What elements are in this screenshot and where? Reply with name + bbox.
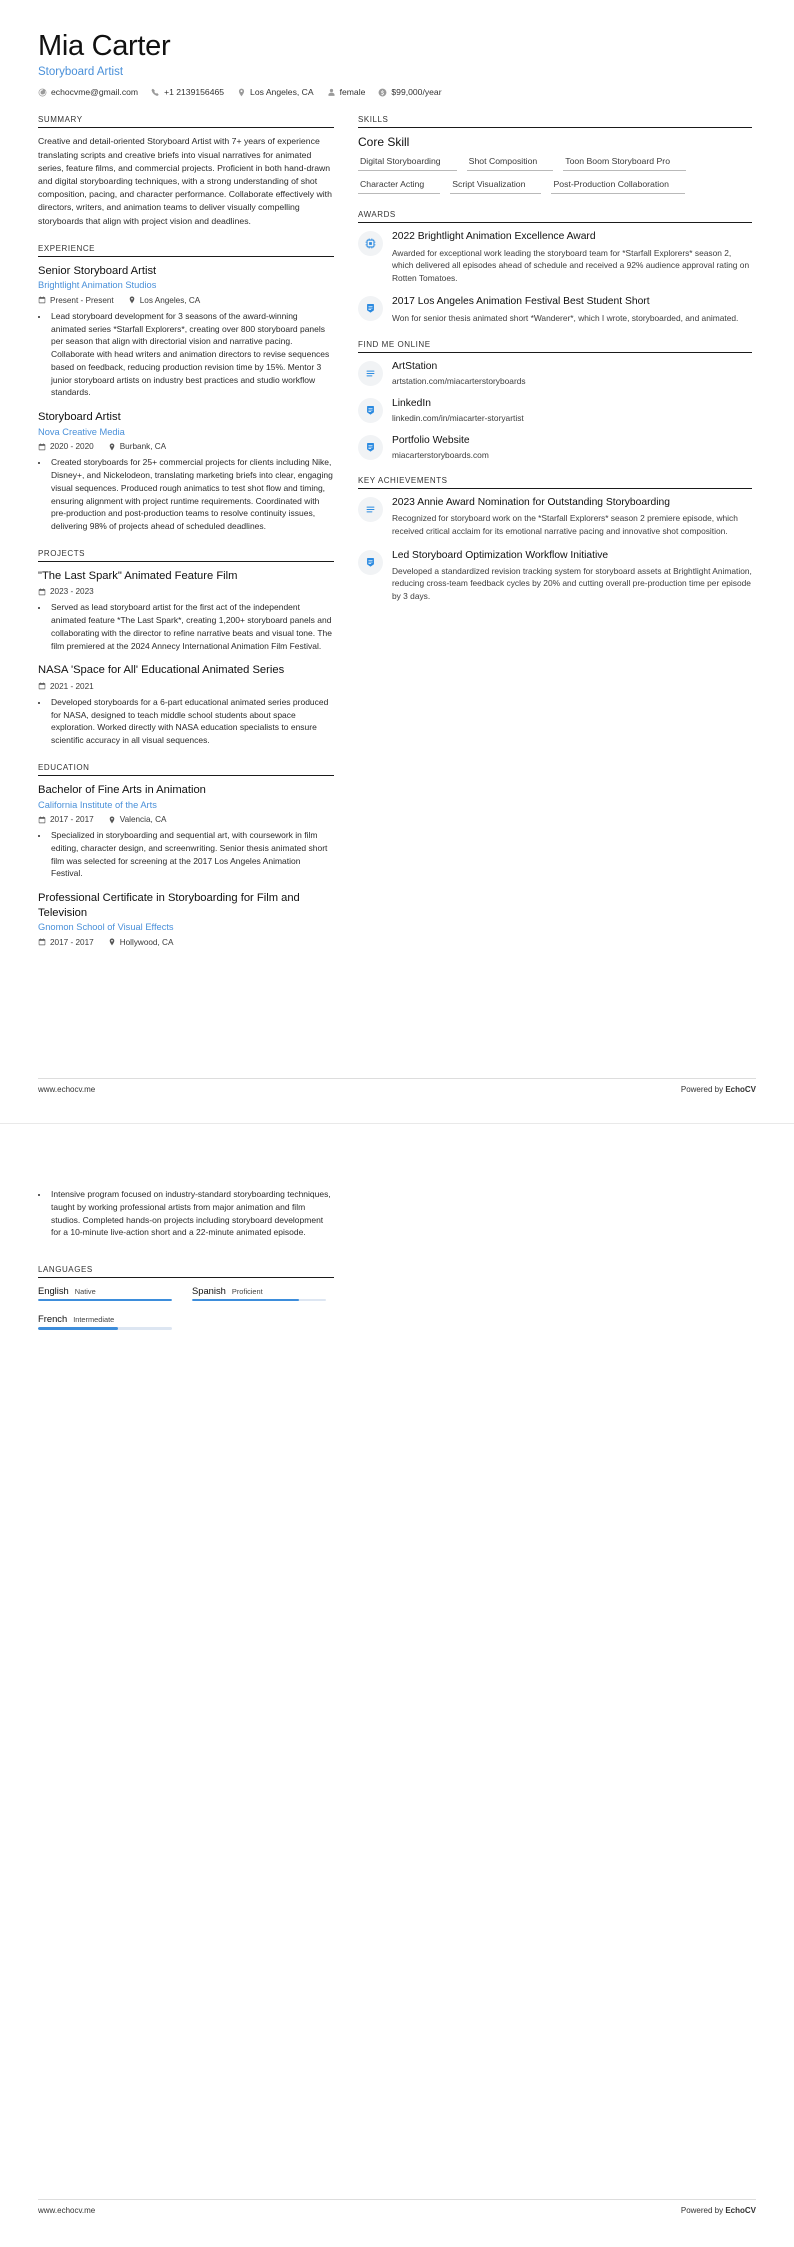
online-link-body [392, 360, 752, 385]
section-summary [38, 115, 334, 228]
section-key-achievements [358, 476, 752, 602]
education-bullets-continued [49, 1188, 334, 1239]
section-education [38, 763, 334, 947]
award-title: 2022 Brightlight Animation Excellence Award [392, 231, 596, 243]
contact-email-text: echocvme@gmail.com [51, 87, 139, 98]
list-item: • Created storyboards for 25+ commercial projects for clients including Nike, Disney+, and Nickelodeon, translating marketing briefs into clear, engaging visual sequences. Produced rough animatics to test shot flow and timing, ensuring alignment with project runtime requirements. Coordinated with pre-production and post-production teams to resolve continuity issues, delivering 98% of projects ahead of scheduled deadlines. [49, 456, 334, 533]
language-bar-fill [38, 1299, 172, 1301]
skill-tag: Shot Composition [467, 156, 554, 171]
contact-salary [378, 87, 441, 97]
section-awards [358, 210, 752, 324]
experience-org[interactable]: Nova Creative Media [38, 426, 125, 437]
education-location-text: Valencia, CA [119, 815, 167, 825]
resume-page-2 [0, 1124, 794, 2247]
section-title-projects: PROJECTS [38, 549, 334, 562]
online-icon-wrapper [358, 398, 383, 423]
section-title-awards: AWARDS [358, 210, 752, 223]
experience-dates-text: 2020 - 2020 [50, 442, 94, 452]
online-link-body [392, 434, 752, 459]
award-item [358, 230, 752, 284]
section-title-experience: EXPERIENCE [38, 244, 334, 257]
contact-phone[interactable] [151, 87, 224, 97]
language-level: Proficient [231, 1287, 263, 1296]
award-body [392, 230, 752, 284]
calendar-icon [38, 816, 46, 824]
experience-meta [38, 442, 334, 451]
skill-tag: Character Acting [358, 179, 440, 194]
award-title: 2017 Los Angeles Animation Festival Best Student Short [392, 296, 650, 308]
achievement-description: Developed a standardized revision tracking system for storyboard assets at Brightlight Animation, reducing cross-team feedback cycles by 20% and cutting overall pre-production time per episode by 3 days. [392, 565, 752, 601]
award-body [392, 295, 752, 324]
skill-tag: Script Visualization [450, 179, 541, 194]
online-link-body [392, 397, 752, 422]
skill-tag: Post-Production Collaboration [551, 179, 684, 194]
link-icon [365, 368, 376, 379]
online-link-title: ArtStation [392, 361, 438, 373]
education-dates [38, 938, 94, 947]
section-title-summary: SUMMARY [38, 115, 334, 128]
job-title: Storyboard Artist [38, 66, 124, 79]
language-name: English [38, 1285, 69, 1296]
award-description: Awarded for exceptional work leading the storyboard team for *Starfall Explorers* season 2, which delivered all episodes ahead of schedule and received a 92% audience approval rating on Rotten Tomatoes. [392, 247, 750, 283]
section-projects [38, 549, 334, 747]
language-item [38, 1313, 172, 1329]
section-experience [38, 244, 334, 533]
footer-brand: EchoCV [725, 2206, 756, 2215]
language-bar-fill [192, 1299, 299, 1301]
footer-brand: EchoCV [725, 1085, 756, 1094]
education-org[interactable]: Gnomon School of Visual Effects [38, 922, 174, 933]
section-skills [358, 115, 752, 194]
online-link-url[interactable]: linkedin.com/in/miacarter-storyartist [392, 412, 524, 423]
achievement-title: 2023 Annie Award Nomination for Outstanding Storyboarding [392, 497, 671, 509]
education-meta [38, 815, 334, 824]
achievement-body [392, 496, 752, 537]
education-dates-text: 2017 - 2017 [50, 937, 94, 947]
project-meta [38, 682, 334, 691]
project-title: NASA 'Space for All' Educational Animated Series [38, 664, 285, 677]
location-icon [128, 296, 136, 304]
language-grid [38, 1285, 334, 1330]
education-bullets [49, 829, 334, 880]
linkedin-icon [365, 405, 376, 416]
section-find-me-online [358, 340, 752, 460]
experience-meta [38, 296, 334, 305]
chip-icon [365, 238, 376, 249]
salary-icon [378, 88, 387, 97]
language-name: French [38, 1313, 68, 1325]
footer-powered-prefix: Powered by [680, 1085, 726, 1094]
footer [38, 1078, 756, 1094]
footer [38, 2199, 756, 2215]
section-languages [38, 1265, 334, 1330]
project-dates [38, 587, 94, 596]
list-item: • Lead storyboard development for 3 seasons of the award-winning animated series *Starfall Explorers*, creating over 800 storyboard panels per season that align with directorial vision and narrative pacing. Collaborate with head writers and animation directors to revise sequences based on feedback, reducing production revision time by 15%. Mentor 3 junior storyboard artists on industry best practices and studio workflow standards. [49, 310, 334, 399]
calendar-icon [38, 443, 46, 451]
section-title-find-me-online: FIND ME ONLINE [358, 340, 752, 353]
online-link-url[interactable]: miacarterstoryboards.com [392, 449, 489, 460]
section-title-skills: SKILLS [358, 115, 752, 128]
achievement-description: Recognized for storyboard work on the *Starfall Explorers* season 2 premiere episode, which received critical acclaim for its emotional narrative pacing and innovative shot composition. [392, 513, 738, 536]
phone-icon [151, 88, 160, 97]
language-item [192, 1285, 326, 1301]
language-bar [38, 1327, 172, 1329]
contact-location [237, 87, 314, 97]
education-location [108, 938, 174, 947]
project-dates-text: 2021 - 2021 [50, 681, 94, 691]
footer-website[interactable]: www.echocv.me [38, 2206, 96, 2215]
experience-dates-text: Present - Present [50, 295, 114, 305]
experience-bullets [49, 310, 334, 399]
calendar-icon [38, 588, 46, 596]
award-icon-wrapper [358, 296, 383, 321]
project-bullets [49, 696, 334, 747]
globe-icon [365, 442, 376, 453]
language-bar [192, 1299, 326, 1301]
achievement-item [358, 549, 752, 603]
contact-row [38, 87, 756, 97]
project-title: "The Last Spark" Animated Feature Film [38, 569, 238, 582]
experience-dates [38, 296, 114, 305]
footer-powered-by [681, 2206, 756, 2215]
footer-website[interactable]: www.echocv.me [38, 1085, 96, 1094]
achievement-icon-wrapper [358, 497, 383, 522]
footer-powered-prefix: Powered by [680, 2206, 726, 2215]
language-name: Spanish [192, 1285, 226, 1296]
experience-location-text: Burbank, CA [119, 442, 167, 452]
online-link-url[interactable]: artstation.com/miacarterstoryboards [392, 375, 526, 386]
list-item: • Served as lead storyboard artist for the first act of the independent animated feature *The Last Spark*, creating 1,200+ storyboard panels and collaborating with the director to refine narrative beats and visual tone. The film premiered at the 2024 Annecy International Animation Film Festival. [49, 601, 334, 652]
right-column [358, 115, 752, 618]
email-icon [38, 88, 47, 97]
online-link-title: Portfolio Website [392, 435, 470, 447]
experience-entry [38, 410, 334, 533]
core-skill-label: Core Skill [358, 135, 410, 150]
badge-icon [365, 303, 376, 314]
person-icon [327, 88, 336, 97]
education-entry [38, 783, 334, 880]
project-bullets [49, 601, 334, 652]
achievement-icon-wrapper [358, 550, 383, 575]
project-meta [38, 587, 334, 596]
online-icon-wrapper [358, 361, 383, 386]
skill-tag: Toon Boom Storyboard Pro [563, 156, 686, 171]
left-column-page2 [38, 1166, 334, 1346]
experience-title: Storyboard Artist [38, 411, 121, 424]
contact-gender-text: female [339, 87, 366, 98]
left-column [38, 115, 334, 962]
calendar-icon [38, 296, 46, 304]
experience-location [108, 442, 166, 451]
contact-location-text: Los Angeles, CA [250, 87, 314, 98]
language-bar-fill [38, 1327, 118, 1329]
online-link-item[interactable] [358, 434, 752, 460]
experience-location [128, 296, 201, 305]
language-bar [38, 1299, 172, 1301]
experience-title: Senior Storyboard Artist [38, 264, 157, 277]
experience-entry [38, 264, 334, 399]
skill-tag-grid [358, 156, 752, 194]
education-location-text: Hollywood, CA [119, 937, 174, 947]
project-entry [38, 663, 334, 747]
education-dates-text: 2017 - 2017 [50, 815, 94, 825]
education-meta [38, 938, 334, 947]
education-title: Bachelor of Fine Arts in Animation [38, 783, 206, 796]
summary-text: Creative and detail-oriented Storyboard Artist with 7+ years of experience translating scripts and creative briefs into visual narratives for animated series, feature films, and commercial projects. Proficient in both hand-drawn and digital storyboarding techniques, with a strong understanding of shot composition, pacing, and character performance. Collaborate effectively with directors, writers, and animation teams to deliver visually compelling storyboards that align with project vision and deadlines. [38, 136, 332, 226]
page-title: Mia Carter [38, 30, 171, 62]
achievement-title: Led Storyboard Optimization Workflow Initiative [392, 549, 609, 561]
award-item [358, 295, 752, 324]
experience-dates [38, 442, 94, 451]
project-entry [38, 569, 334, 653]
badge-icon [365, 557, 376, 568]
online-link-title: LinkedIn [392, 398, 431, 410]
section-title-key-achievements: KEY ACHIEVEMENTS [358, 476, 752, 489]
location-icon [108, 443, 116, 451]
online-icon-wrapper [358, 435, 383, 460]
footer-powered-by [681, 1085, 756, 1094]
list-item: • Specialized in storyboarding and sequential art, with coursework in film editing, character design, and screenwriting. Senior thesis animated short film was selected for screening at the 2017 Los Angeles Animation Festival. [49, 829, 334, 880]
skill-tag: Digital Storyboarding [358, 156, 457, 171]
online-link-item[interactable] [358, 397, 752, 423]
language-level: Intermediate [73, 1315, 115, 1325]
resume-page-1 [0, 0, 794, 1123]
location-icon [108, 938, 116, 946]
online-link-item[interactable] [358, 360, 752, 386]
list-item: • Intensive program focused on industry-standard storyboarding techniques, taught by working professional artists from major animation and film studios. Completed hands-on projects including storyboard development for a 10-minute live-action short and a 22-minute animated episode. [49, 1188, 334, 1239]
award-description: Won for senior thesis animated short *Wanderer*, which I wrote, storyboarded, and animated. [392, 312, 739, 323]
achievement-item [358, 496, 752, 537]
list-item: • Developed storyboards for a 6-part educational animated series produced for NASA, designed to teach middle school students about space exploration. Worked directly with NASA education specialists to ensure scientific accuracy in all visual sequences. [49, 696, 334, 747]
language-item [38, 1285, 172, 1301]
experience-bullets [49, 456, 334, 533]
project-dates-text: 2023 - 2023 [50, 587, 94, 597]
education-org[interactable]: California Institute of the Arts [38, 799, 157, 810]
contact-phone-text: +1 2139156465 [164, 87, 225, 98]
experience-location-text: Los Angeles, CA [139, 295, 201, 305]
section-title-languages: LANGUAGES [38, 1265, 334, 1278]
resume-header [38, 30, 756, 97]
experience-org[interactable]: Brightlight Animation Studios [38, 280, 157, 291]
location-icon [237, 88, 246, 97]
award-icon-wrapper [358, 231, 383, 256]
education-title: Professional Certificate in Storyboarding for Film and Television [38, 892, 300, 919]
section-title-education: EDUCATION [38, 763, 334, 776]
calendar-icon [38, 938, 46, 946]
calendar-icon [38, 682, 46, 690]
achievement-body [392, 549, 752, 603]
contact-email[interactable] [38, 87, 138, 97]
contact-gender [327, 87, 366, 97]
contact-salary-text: $99,000/year [391, 87, 442, 98]
location-icon [108, 816, 116, 824]
education-location [108, 815, 167, 824]
education-dates [38, 815, 94, 824]
education-entry [38, 891, 334, 947]
language-level: Native [74, 1287, 96, 1296]
list-icon [365, 504, 376, 515]
project-dates [38, 682, 94, 691]
